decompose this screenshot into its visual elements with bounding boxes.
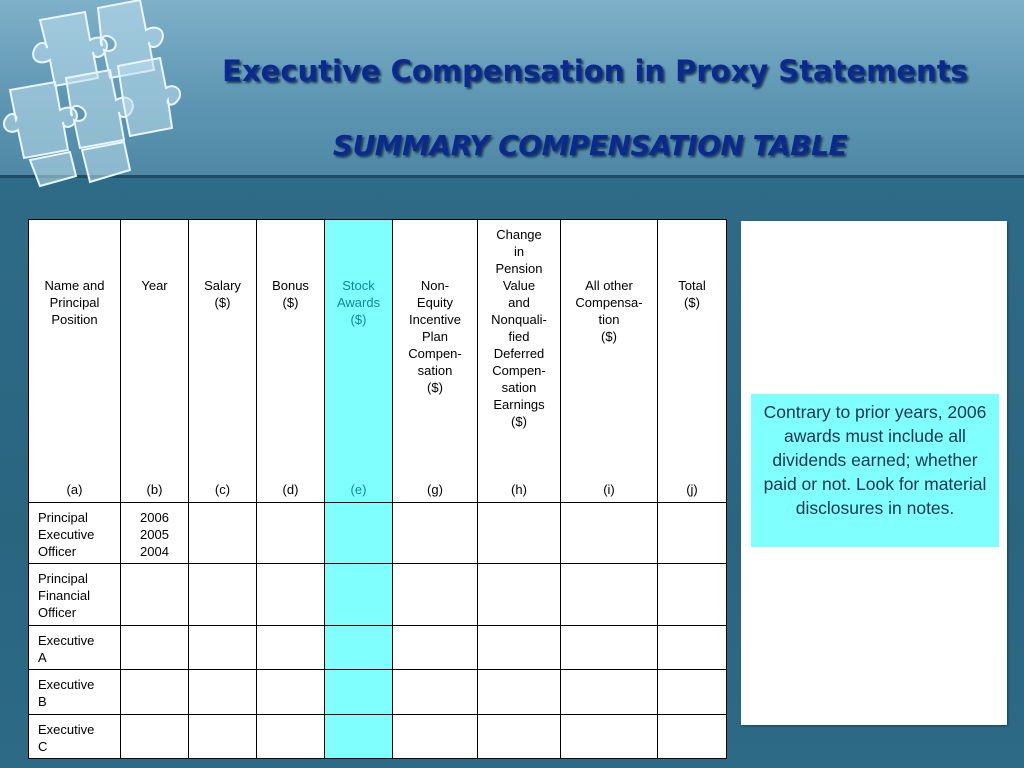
stock-awards-cell [325, 626, 393, 670]
column-code: (j) [686, 482, 698, 497]
column-code: (i) [603, 482, 615, 497]
all-other-cell [561, 626, 658, 670]
stock-awards-cell [325, 670, 393, 715]
salary-cell [189, 670, 257, 715]
non-equity-cell [393, 503, 478, 564]
bonus-cell [257, 715, 325, 759]
page-subtitle: SUMMARY COMPENSATION TABLE [332, 129, 848, 162]
header-label: Salary ($) [204, 278, 241, 310]
col-header-stock-awards [325, 220, 393, 503]
column-code: (c) [214, 482, 231, 497]
non-equity-cell [393, 715, 478, 759]
row-name-cell: Executive B [29, 670, 121, 715]
summary-compensation-table [28, 219, 727, 759]
header-label: Year [141, 278, 168, 293]
non-equity-cell [393, 670, 478, 715]
pension-cell [478, 564, 561, 626]
row-name-cell: Executive A [29, 626, 121, 670]
table-row [29, 715, 727, 759]
puzzle-logo-icon [0, 0, 185, 190]
bonus-cell [257, 670, 325, 715]
row-name-cell: Principal Financial Officer [29, 564, 121, 626]
table-row [29, 626, 727, 670]
table-row [29, 503, 727, 564]
year-cell [121, 564, 189, 626]
total-cell [658, 670, 727, 715]
header-label: All other Compensa- tion ($) [575, 278, 643, 344]
pension-cell [478, 670, 561, 715]
salary-cell [189, 715, 257, 759]
salary-cell [189, 503, 257, 564]
table-row [29, 564, 727, 626]
col-header-all-other [561, 220, 658, 503]
header-row [29, 220, 727, 503]
pension-cell [478, 503, 561, 564]
pension-cell [478, 626, 561, 670]
col-header-year [121, 220, 189, 503]
year-cell [121, 626, 189, 670]
bonus-cell [257, 503, 325, 564]
col-header-bonus [257, 220, 325, 503]
col-header-total [658, 220, 727, 503]
column-code: (g) [427, 482, 443, 497]
col-header-salary [189, 220, 257, 503]
page-title: Executive Compensation in Proxy Statements [222, 54, 968, 88]
header-label: Bonus ($) [272, 278, 309, 310]
all-other-cell [561, 715, 658, 759]
bonus-cell [257, 564, 325, 626]
year-cell [121, 670, 189, 715]
col-header-name [29, 220, 121, 503]
table-row [29, 670, 727, 715]
header-label: Stock Awards ($) [336, 278, 381, 327]
total-cell [658, 626, 727, 670]
column-code: (a) [66, 482, 83, 497]
header-label: Change in Pension Value and Nonquali- fied Deferred Compen- sation Earnings ($) [491, 227, 547, 429]
pension-cell [478, 715, 561, 759]
total-cell [658, 715, 727, 759]
column-code: (e) [350, 482, 367, 497]
salary-cell [189, 626, 257, 670]
year-cell: 2006 2005 2004 [121, 503, 189, 564]
total-cell [658, 503, 727, 564]
row-name-cell: Principal Executive Officer [29, 503, 121, 564]
total-cell [658, 564, 727, 626]
column-code: (d) [282, 482, 299, 497]
callout-note: Contrary to prior years, 2006 awards must include all dividends earned; whether paid or not. Look for material disclosures in notes. [751, 394, 999, 547]
header-label: Name and Principal Position [44, 278, 105, 327]
year-cell [121, 715, 189, 759]
column-code: (h) [511, 482, 527, 497]
header-label: Non- Equity Incentive Plan Compen- sation ($) [408, 278, 462, 395]
col-header-non-equity [393, 220, 478, 503]
non-equity-cell [393, 564, 478, 626]
column-code: (b) [146, 482, 163, 497]
stock-awards-cell [325, 503, 393, 564]
bonus-cell [257, 626, 325, 670]
header-label: Total ($) [678, 278, 706, 310]
stock-awards-cell [325, 564, 393, 626]
salary-cell [189, 564, 257, 626]
all-other-cell [561, 564, 658, 626]
col-header-pension [478, 220, 561, 503]
stock-awards-cell [325, 715, 393, 759]
all-other-cell [561, 670, 658, 715]
row-name-cell: Executive C [29, 715, 121, 759]
all-other-cell [561, 503, 658, 564]
non-equity-cell [393, 626, 478, 670]
